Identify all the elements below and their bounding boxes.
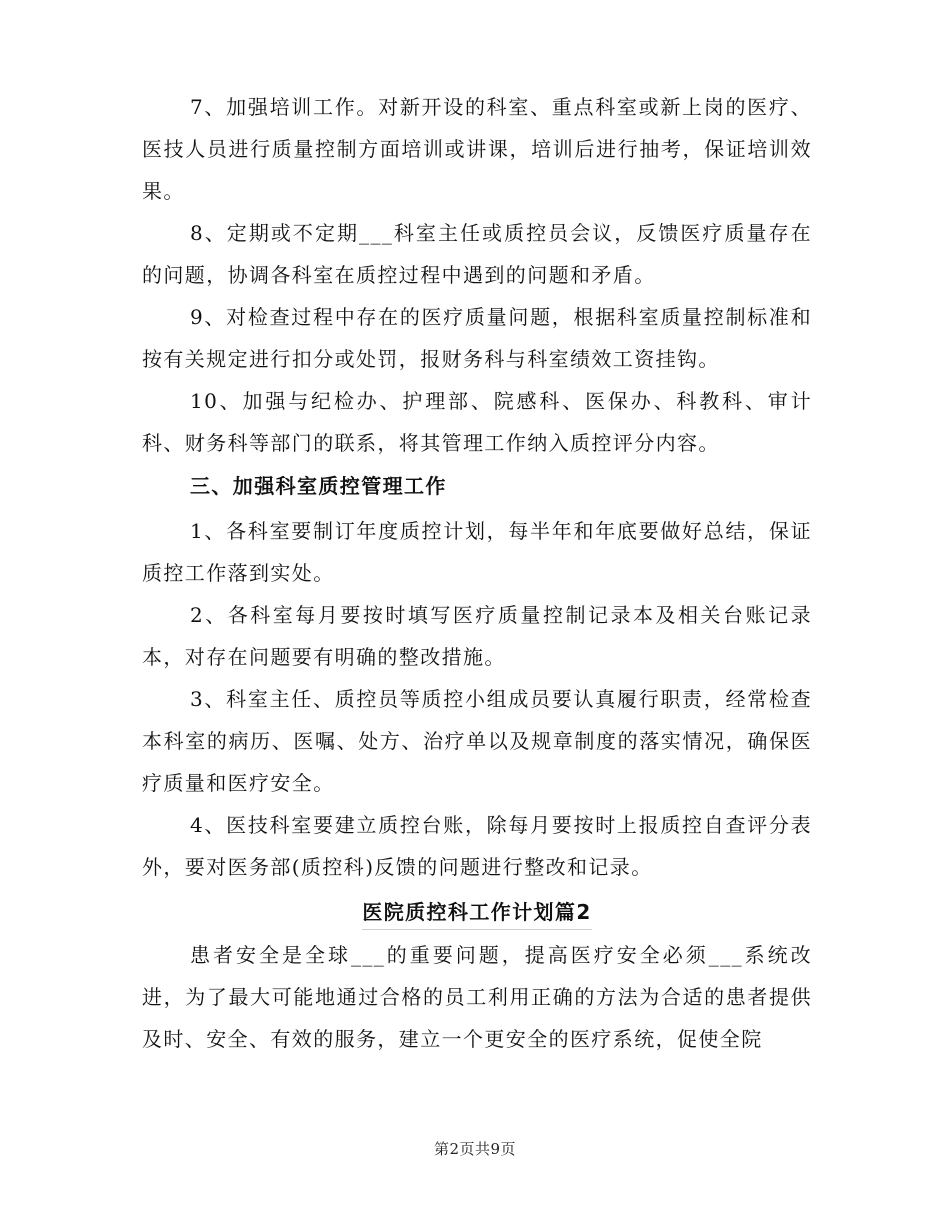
section3-item-2: 2、各科室每月要按时填写医疗质量控制记录本及相关台账记录本，对存在问题要有明确的整改措施。 [142, 603, 812, 669]
section3-item-1: 1、各科室要制订年度质控计划，每半年和年底要做好总结，保证质控工作落到实处。 [142, 519, 812, 585]
page-number-footer: 第2页共9页 [433, 1140, 517, 1158]
part2-title-text: 医院质控科工作计划篇2 [362, 895, 591, 930]
part2-intro-paragraph: 患者安全是全球___的重要问题，提高医疗安全必须___系统改进，为了最大可能地通过合格的员工利用正确的方法为合适的患者提供及时、安全、有效的服务，建立一个更安全的医疗系统，促使全院 [142, 943, 812, 1051]
section-heading-3: 三、加强科室质控管理工作 [190, 474, 447, 498]
paragraph-item-10: 10、加强与纪检办、护理部、院感科、医保办、科教科、审计科、财务科等部门的联系，将其管理工作纳入质控评分内容。 [142, 389, 812, 455]
paragraph-item-8: 8、定期或不定期___科室主任或质控员会议，反馈医疗质量存在的问题，协调各科室在质控过程中遇到的问题和矛盾。 [142, 221, 812, 287]
paragraph-item-9: 9、对检查过程中存在的医疗质量问题，根据科室质量控制标准和按有关规定进行扣分或处罚，报财务科与科室绩效工资挂钩。 [142, 305, 812, 371]
part2-title [142, 891, 812, 933]
paragraph-item-7: 7、加强培训工作。对新开设的科室、重点科室或新上岗的医疗、医技人员进行质量控制方面培训或讲课，培训后进行抽考，保证培训效果。 [142, 95, 812, 203]
section3-item-3: 3、科室主任、质控员等质控小组成员要认真履行职责，经常检查本科室的病历、医嘱、处方、治疗单以及规章制度的落实情况，确保医疗质量和医疗安全。 [142, 687, 812, 795]
section3-item-4: 4、医技科室要建立质控台账，除每月要按时上报质控自查评分表外，要对医务部(质控科)反馈的问题进行整改和记录。 [142, 813, 812, 879]
